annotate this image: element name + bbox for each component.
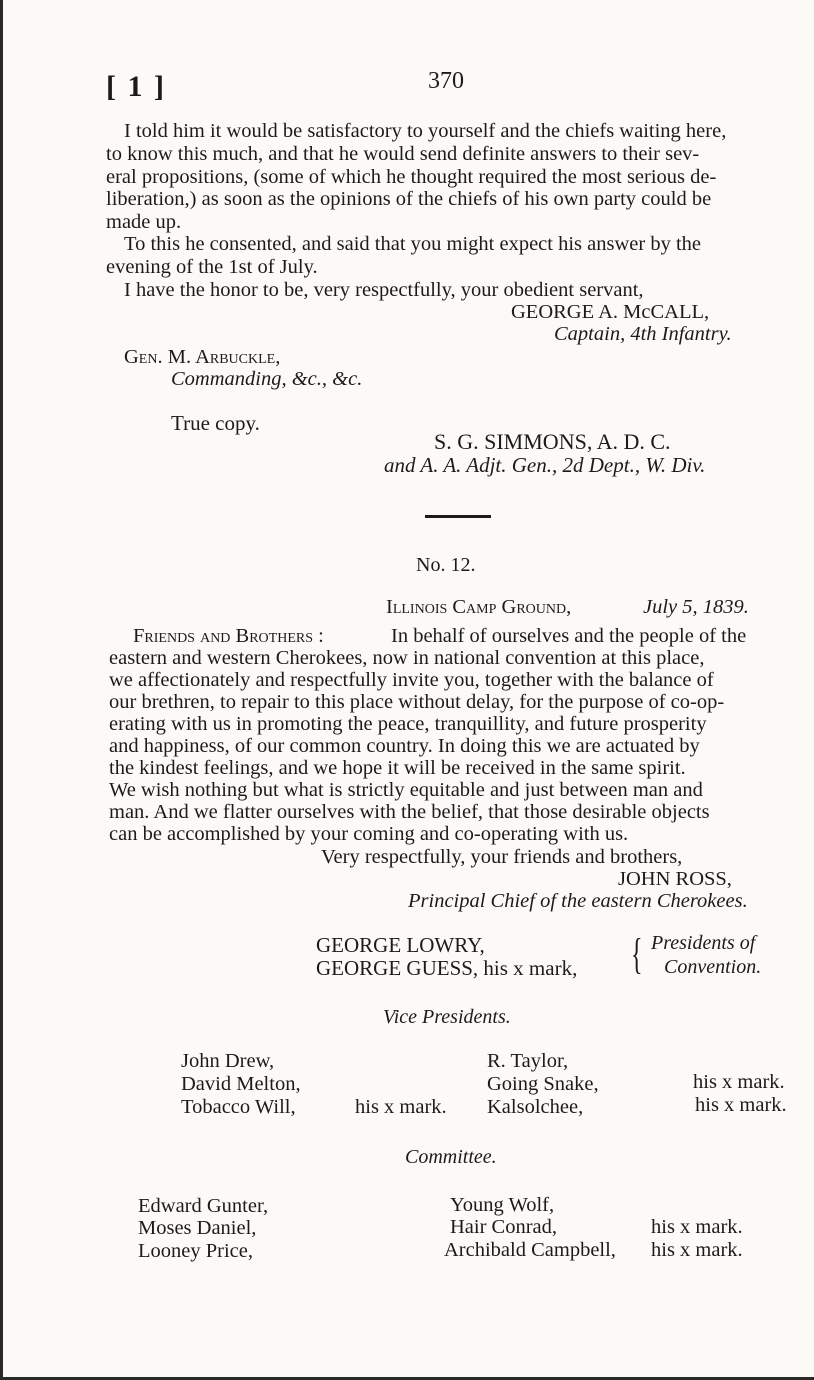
letter2-signer: JOHN ROSS, [618,868,732,890]
true-copy: True copy. [171,411,260,435]
letter2-line: We wish nothing but what is strictly equitable and just between man and [109,779,703,801]
vice-president-name: Tobacco Will, [181,1096,296,1118]
vice-presidents-heading: Vice Presidents. [383,1006,511,1028]
page-number: 370 [428,68,464,94]
letter1-line: evening of the 1st of July. [106,256,318,278]
brace-icon: { [631,932,643,979]
his-mark: his x mark. [355,1096,447,1118]
presidents-label: Presidents of [651,932,756,954]
section-divider [425,515,491,518]
president-name: GEORGE LOWRY, [316,933,485,957]
letter2-line: eastern and western Cherokees, now in national convention at this place, [109,647,705,669]
letter1-signer: GEORGE A. McCALL, [511,301,710,323]
committee-member: Looney Price, [138,1240,253,1262]
vice-president-name: Going Snake, [487,1073,599,1095]
letter-date: July 5, 1839. [643,596,749,618]
letter1-signer-title: Captain, 4th Infantry. [554,323,732,345]
committee-member: Edward Gunter, [138,1195,269,1217]
letter-number: No. 12. [416,554,476,576]
letter2-closing: Very respectfully, your friends and brothers, [321,846,683,868]
addressee-name: Gen. M. Arbuckle, [124,346,281,368]
letter1-line: made up. [106,211,182,233]
letter2-line: our brethren, to repair to this place without delay, for the purpose of co-op- [109,691,725,713]
letter1-line: To this he consented, and said that you might expect his answer by the [124,233,701,255]
letter2-line: and happiness, of our common country. In doing this we are actuated by [109,735,700,757]
letter1-line: to know this much, and that he would send definite answers to their sev- [106,143,700,165]
vice-president-name: David Melton, [181,1073,301,1095]
vice-president-name: R. Taylor, [487,1050,569,1072]
committee-member: Hair Conrad, [450,1216,558,1238]
presidents-label: Convention. [664,956,762,978]
letter2-line: we affectionately and respectfully invite you, together with the balance of [109,669,714,691]
vice-president-name: John Drew, [181,1050,275,1072]
his-mark: his x mark. [651,1216,743,1238]
committee-member: Archibald Campbell, [444,1239,616,1261]
committee-member: Moses Daniel, [138,1217,257,1239]
letter2-line: erating with us in promoting the peace, tranquillity, and future prosperity [109,713,707,735]
vice-president-name: Kalsolchee, [487,1096,584,1118]
letter1-line: eral propositions, (some of which he thought required the most serious de- [106,166,717,188]
committee-member: Young Wolf, [450,1194,555,1216]
his-mark: his x mark. [693,1071,785,1093]
letter1-line: liberation,) as soon as the opinions of the chiefs of his own party could be [106,188,712,210]
his-mark: his x mark. [651,1239,743,1261]
certifier-title: and A. A. Adjt. Gen., 2d Dept., W. Div. [384,453,706,477]
letter2-line: the kindest feelings, and we hope it will be received in the same spirit. [109,757,686,779]
salutation: Friends and Brothers : [133,625,324,647]
letter-place: Illinois Camp Ground, [386,596,572,618]
letter1-line: I have the honor to be, very respectfully, your obedient servant, [124,279,644,301]
letter2-line: can be accomplished by your coming and co-operating with us. [109,823,629,845]
his-mark: his x mark. [695,1094,787,1116]
letter2-line: man. And we flatter ourselves with the belief, that those desirable objects [109,801,710,823]
letter1-line: I told him it would be satisfactory to yourself and the chiefs waiting here, [124,120,727,142]
committee-heading: Committee. [405,1146,497,1168]
certifier: S. G. SIMMONS, A. D. C. [434,429,671,454]
president-name: GEORGE GUESS, his x mark, [316,956,578,980]
letter2-line: In behalf of ourselves and the people of the [391,625,747,647]
document-reference: [ 1 ] [106,70,166,103]
letter2-signer-title: Principal Chief of the eastern Cherokees. [408,890,748,912]
addressee-title: Commanding, &c., &c. [171,368,363,390]
